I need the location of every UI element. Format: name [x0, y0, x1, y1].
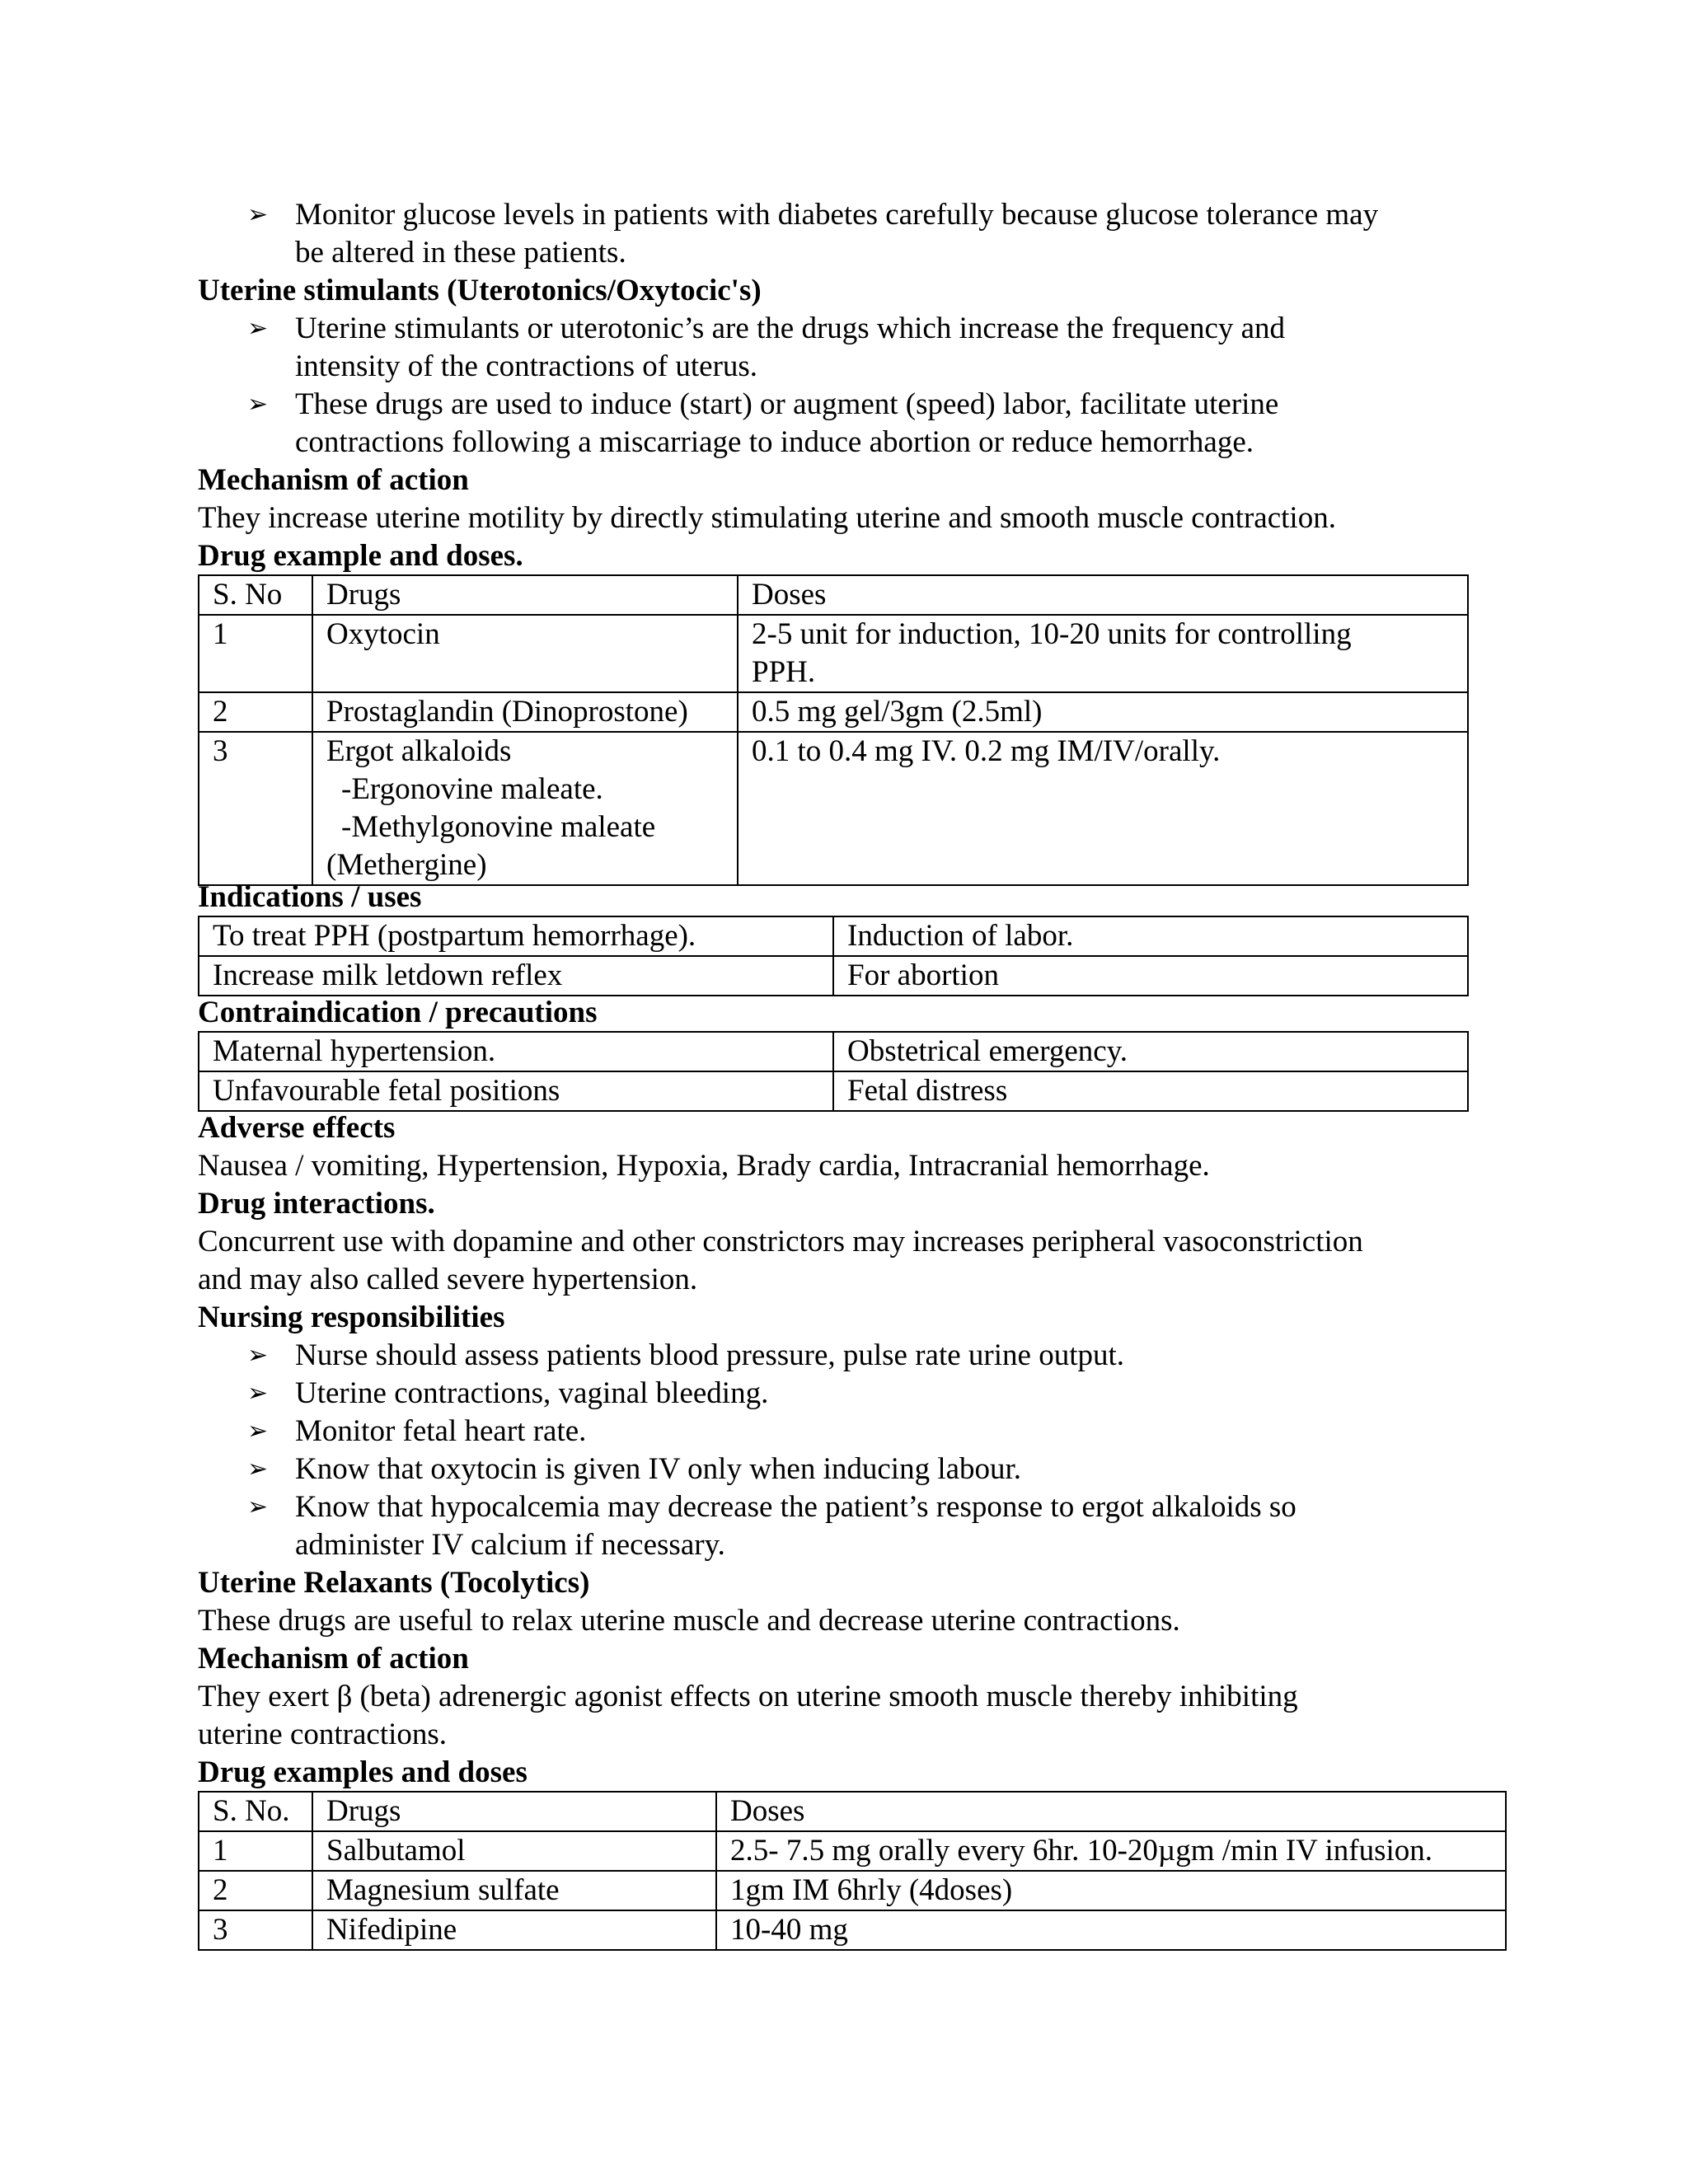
drug-subitem: -Methylgonovine maleate [341, 810, 656, 844]
bullet-icon: ➢ [247, 1342, 269, 1369]
dose-line: 0.1 to 0.4 mg IV. 0.2 mg IM/IV/orally. [752, 734, 1221, 768]
indications-table [198, 916, 1469, 996]
subheading-drugs: Drug examples and doses [198, 1755, 528, 1789]
drug-name: Ergot alkaloids [326, 734, 512, 768]
table-row [199, 615, 1468, 692]
table-cell [312, 615, 738, 692]
drug-subitem: -Ergonovine maleate. [341, 772, 603, 806]
bullet-text: Nurse should assess patients blood pressure, pulse rate urine output. [295, 1338, 1125, 1372]
table-row [199, 732, 1468, 885]
table-cell: Maternal hypertension. [199, 1032, 833, 1071]
table-cell: 2 [199, 1871, 312, 1910]
subheading-nursing: Nursing responsibilities [198, 1301, 505, 1334]
subheading-mechanism: Mechanism of action [198, 463, 469, 497]
table-row [199, 692, 1468, 732]
table-row [199, 1032, 1468, 1071]
table-cell: Salbutamol [312, 1831, 716, 1871]
table-cell: Induction of labor. [833, 916, 1468, 956]
bullet-text: Uterine stimulants or uterotonic’s are the drugs which increase the frequency and [295, 312, 1286, 345]
drug-subitem: (Methergine) [326, 848, 487, 882]
bullet-text: contractions following a miscarriage to induce abortion or reduce hemorrhage. [295, 425, 1254, 459]
table-cell: 2 [199, 692, 312, 732]
table-cell: Magnesium sulfate [312, 1871, 716, 1910]
table-cell [312, 732, 738, 885]
subheading-indications: Indications / uses [198, 880, 422, 914]
paragraph: Concurrent use with dopamine and other constrictors may increases peripheral vasoconstriction [198, 1225, 1363, 1258]
table-cell [738, 615, 1468, 692]
table-header-cell: Doses [738, 575, 1468, 615]
table-cell: 10-40 mg [716, 1910, 1506, 1950]
table-header-cell: Drugs [312, 575, 738, 615]
table-row [199, 1071, 1468, 1111]
table-row [199, 1871, 1506, 1910]
bullet-icon: ➢ [247, 1418, 269, 1445]
table-header-row [199, 575, 1468, 615]
bullet-text: be altered in these patients. [295, 236, 626, 269]
table-cell: 3 [199, 732, 312, 885]
subheading-contraindication: Contraindication / precautions [198, 996, 598, 1029]
table-cell [738, 692, 1468, 732]
bullet-icon: ➢ [247, 1380, 269, 1407]
section-heading: Uterine Relaxants (Tocolytics) [198, 1566, 590, 1600]
bullet-icon: ➢ [247, 391, 269, 418]
table-cell: For abortion [833, 956, 1468, 996]
table-row [199, 1910, 1506, 1950]
table-cell: Fetal distress [833, 1071, 1468, 1111]
relaxant-drug-table [198, 1791, 1507, 1951]
bullet-text: Monitor fetal heart rate. [295, 1414, 587, 1448]
table-cell: Unfavourable fetal positions [199, 1071, 833, 1111]
subheading-adverse: Adverse effects [198, 1111, 396, 1145]
paragraph: and may also called severe hypertension. [198, 1263, 698, 1296]
drug-name: Oxytocin [326, 617, 440, 651]
bullet-text: Know that oxytocin is given IV only when inducing labour. [295, 1452, 1022, 1486]
bullet-text: intensity of the contractions of uterus. [295, 349, 758, 383]
table-header-row [199, 1792, 1506, 1831]
paragraph: Nausea / vomiting, Hypertension, Hypoxia, Brady cardia, Intracranial hemorrhage. [198, 1149, 1210, 1183]
table-cell: 1 [199, 615, 312, 692]
table-cell: Increase milk letdown reflex [199, 956, 833, 996]
table-cell: 3 [199, 1910, 312, 1950]
table-cell: 1gm IM 6hrly (4doses) [716, 1871, 1506, 1910]
bullet-icon: ➢ [247, 1455, 269, 1483]
table-row [199, 956, 1468, 996]
subheading-mechanism: Mechanism of action [198, 1642, 469, 1675]
dose-line: 2-5 unit for induction, 10-20 units for controlling [752, 617, 1352, 651]
paragraph: They increase uterine motility by directly stimulating uterine and smooth muscle contraction. [198, 501, 1336, 535]
subheading-drugs: Drug example and doses. [198, 539, 523, 573]
bullet-text: administer IV calcium if necessary. [295, 1528, 725, 1562]
stimulant-drug-table [198, 574, 1469, 886]
dose-line: PPH. [752, 655, 816, 689]
table-cell: 2.5- 7.5 mg orally every 6hr. 10-20µgm /min IV infusion. [716, 1831, 1506, 1871]
bullet-icon: ➢ [247, 201, 269, 228]
paragraph: These drugs are useful to relax uterine muscle and decrease uterine contractions. [198, 1604, 1180, 1638]
paragraph: They exert β (beta) adrenergic agonist effects on uterine smooth muscle thereby inhibiting [198, 1680, 1298, 1713]
paragraph: uterine contractions. [198, 1718, 448, 1751]
section-heading: Uterine stimulants (Uterotonics/Oxytocic's) [198, 274, 762, 307]
table-row [199, 916, 1468, 956]
table-header-cell: S. No. [199, 1792, 312, 1831]
table-header-cell: Doses [716, 1792, 1506, 1831]
bullet-text: Know that hypocalcemia may decrease the patient’s response to ergot alkaloids so [295, 1490, 1296, 1524]
table-cell: To treat PPH (postpartum hemorrhage). [199, 916, 833, 956]
table-cell: Nifedipine [312, 1910, 716, 1950]
drug-name: Prostaglandin (Dinoprostone) [326, 695, 688, 729]
subheading-interactions: Drug interactions. [198, 1187, 435, 1221]
table-header-cell: Drugs [312, 1792, 716, 1831]
bullet-icon: ➢ [247, 1493, 269, 1521]
bullet-text: These drugs are used to induce (start) or augment (speed) labor, facilitate uterine [295, 387, 1279, 421]
contraindication-table [198, 1031, 1469, 1112]
bullet-text: Uterine contractions, vaginal bleeding. [295, 1376, 769, 1410]
table-cell: 1 [199, 1831, 312, 1871]
dose-line: 0.5 mg gel/3gm (2.5ml) [752, 695, 1043, 729]
table-row [199, 1831, 1506, 1871]
bullet-icon: ➢ [247, 315, 269, 342]
table-header-cell: S. No [199, 575, 312, 615]
table-cell: Obstetrical emergency. [833, 1032, 1468, 1071]
bullet-text: Monitor glucose levels in patients with diabetes carefully because glucose tolerance may [295, 198, 1379, 232]
table-cell [312, 692, 738, 732]
table-cell [738, 732, 1468, 885]
